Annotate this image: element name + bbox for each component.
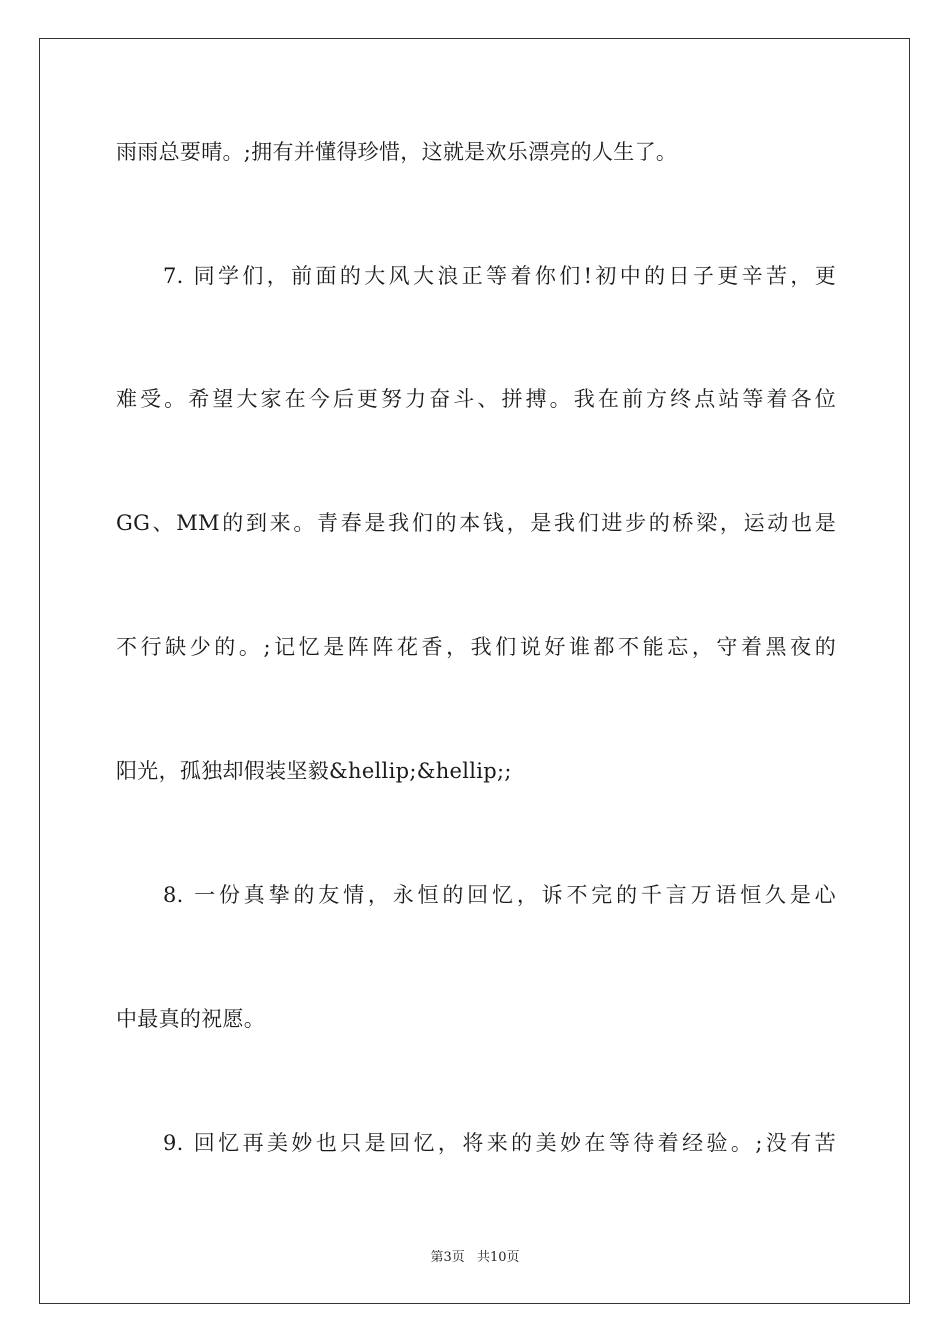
text-line-1: 雨雨总要晴。;拥有并懂得珍惜，这就是欢乐漂亮的人生了。 (116, 140, 678, 164)
page-frame (39, 38, 910, 1304)
text-line-item-9-start: 9. 回忆再美妙也只是回忆，将来的美妙在等待着经验。;没有苦 (163, 1131, 836, 1155)
text-line-item-8-start: 8. 一份真挚的友情，永恒的回忆，诉不完的千言万语恒久是心 (163, 883, 836, 907)
text-line-3: 难受。希望大家在今后更努力奋斗、拼搏。我在前方终点站等着各位 (116, 387, 836, 411)
text-line-5: 不行缺少的。;记忆是阵阵花香，我们说好谁都不能忘，守着黑夜的 (116, 635, 836, 659)
page-footer (0, 1246, 950, 1265)
page-total: 共10页 (476, 1250, 520, 1265)
page-number: 第3页 (430, 1250, 465, 1265)
text-line-6: 阳光，孤独却假装坚毅&hellip;&hellip;; (116, 759, 512, 783)
text-line-item-7-start: 7. 同学们，前面的大风大浪正等着你们!初中的日子更辛苦，更 (163, 264, 836, 288)
text-line-4: GG、MM的到来。青春是我们的本钱，是我们进步的桥梁，运动也是 (116, 511, 836, 535)
text-line-8: 中最真的祝愿。 (116, 1007, 266, 1031)
